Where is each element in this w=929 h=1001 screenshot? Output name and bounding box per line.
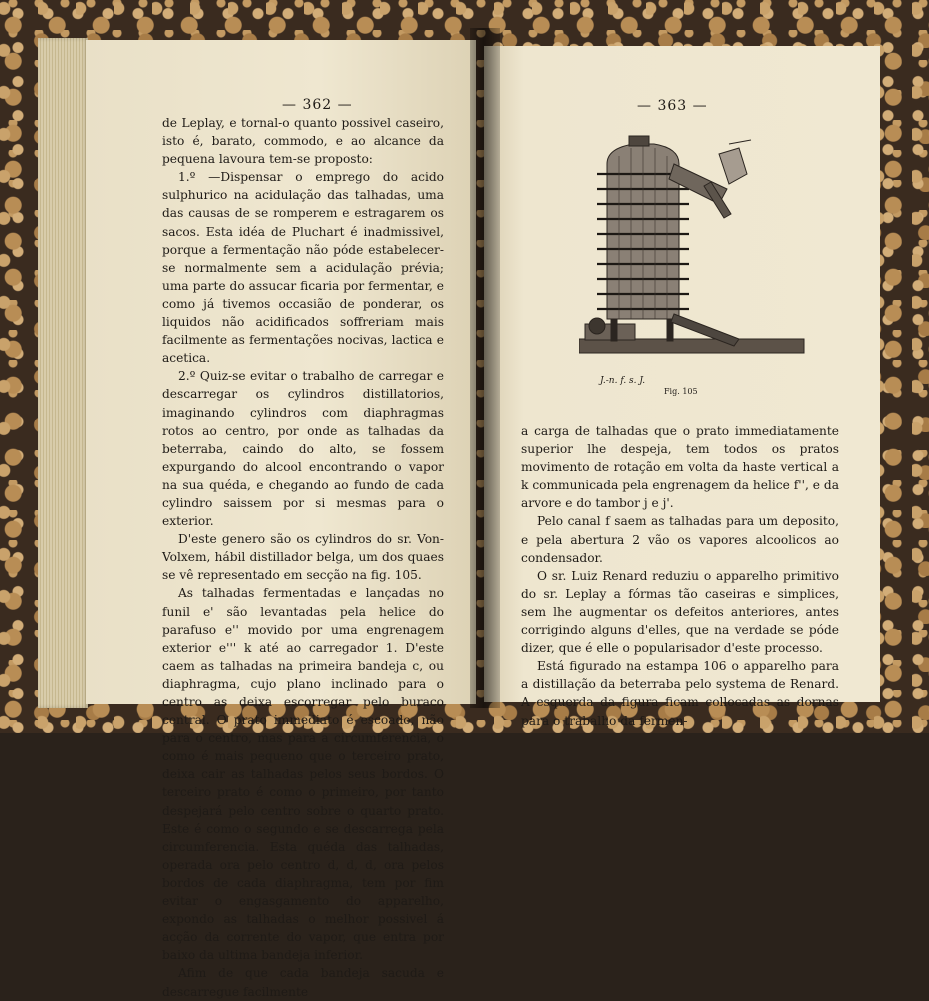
page-number-right: — 363 — <box>637 98 708 114</box>
paragraph: 1.º —Dispensar o emprego do acido sulphurico na acidulação das talhadas, uma das causas de se romperem e estragarem os sacos. Esta idéa de Pluchart é inadmissivel, porque a fermentação não póde estabelecer-se normalmente sem a acidulação prévia; uma parte do assucar ficaria por fermentar, e como já tivemos occasião de ponderar, os liquidos não acidificados soffreriam mais facilmente as fermentações nocivas, lactica e acetica. <box>162 170 444 366</box>
page-edges <box>38 38 88 708</box>
left-text-block <box>162 114 444 1001</box>
distillation-column-figure <box>579 134 809 384</box>
paragraph: As talhadas fermentadas e lançadas no funil e' são levantadas pela helice do parafuso e'' movido por uma engrenagem exterior e''' k até ao carregador 1. D'este caem as talhadas na primeira bandeja c, ou diaphragma, cujo plano inclinado para o centro as deixa escorregar pelo buraco central. O prato immediato é escoado, não para o centro, mas para a circumferencia, o como é mais pequeno que o terceiro prato, deixa cair as talhadas pelos seus bordos. O terceiro prato é como o primeiro, por tanto despejará pelo centro sobre o quarto prato. Este é como o segundo e se descarrega pela circumferencia. Esta quéda das talhadas, operada ora pelo centro d, d, d, ora pelos bordos de cada diaphragma, tem por fim evitar o engasgamento do apparelho, expondo as talhadas o melhor possivel á acção da corrente do vapor, que entra por baixo da ultima bandeja inferior. <box>162 586 444 963</box>
engraver-signature: J.-n. f. s. J. <box>600 376 646 386</box>
paragraph: a carga de talhadas que o prato immediatamente superior lhe despeja, tem todos os pratos movimento de rotação em volta da haste vertical a k communicada pela engrenagem da helice f'', e da arvore e do tambor j e j'. <box>521 424 839 511</box>
right-text-block <box>521 422 839 730</box>
figure-caption: Fig. 105 <box>664 387 698 396</box>
page-number-left: — 362 — <box>282 97 353 113</box>
paragraph: Pelo canal f saem as talhadas para um deposito, e pela abertura 2 vão os vapores alcoolicos ao condensador. <box>521 514 839 565</box>
book-gutter <box>470 28 500 708</box>
paragraph: Está figurado na estampa 106 o apparelho para a distillação da beterraba pelo systema de Renard. A esquerda da figura ficam collocadas as dornas para o trabalho da fermen- <box>521 659 839 728</box>
paragraph: de Leplay, e tornal-o quanto possivel caseiro, isto é, barato, commodo, e ao alcance da pequena lavoura tem-se proposto: <box>162 116 444 167</box>
paragraph: Afim de que cada bandeja sacuda e descarregue facilmente <box>162 966 444 999</box>
right-page <box>484 46 880 728</box>
paragraph: 2.º Quiz-se evitar o trabalho de carregar e descarregar os cylindros distillatorios, imaginando cylindros com diaphragmas rotos ao centro, por onde as talhadas da beterraba, caindo do alto, se fossem expurgando do alcool encontrando o vapor na sua quéda, e chegando ao fundo de cada cylindro saissem por si mesmas para o exterior. <box>162 369 444 529</box>
paragraph: O sr. Luiz Renard reduziu o apparelho primitivo do sr. Leplay a fórmas tão caseiras e simplices, sem lhe augmentar os defeitos anteriores, antes corrigindo alguns d'elles, que na verdade se póde dizer, que é elle o popularisador d'este processo. <box>521 568 839 656</box>
left-page <box>86 40 476 999</box>
paragraph: D'este genero são os cylindros do sr. Von-Volxem, hábil distillador belga, um dos quaes se vê representado em secção na fig. 105. <box>162 532 444 583</box>
